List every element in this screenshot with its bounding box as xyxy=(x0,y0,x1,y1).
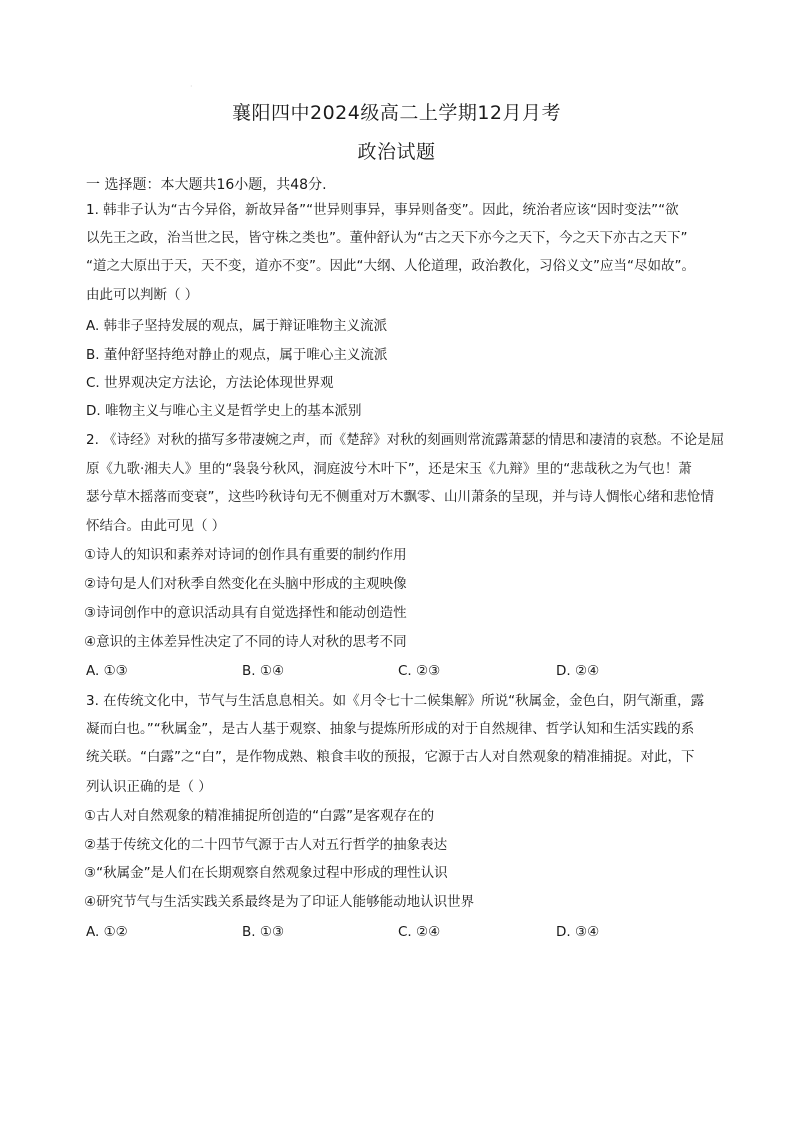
q1-stem-line: 由此可以判断（ ） xyxy=(86,287,199,303)
q2-stem-line: 2. 《诗经》对秋的描写多带凄婉之声，而《楚辞》对秋的刻画则常流露萧瑟的情思和凄清的哀愁。不论是屈 xyxy=(86,432,725,448)
exam-title: 襄阳四中2024级高二上学期12月月考 xyxy=(231,102,562,124)
q2-statement: ③诗词创作中的意识活动具有自觉选择性和能动创造性 xyxy=(84,605,407,621)
q3-stem-line: 列认识正确的是（ ） xyxy=(86,779,212,795)
q1-stem-line: 1. 韩非子认为“古今异俗，新故异备”“世异则事异，事异则备变”。因此，统治者应该“因时变法”“欲 xyxy=(86,202,679,218)
q2-option-b: B. ①④ xyxy=(242,663,285,679)
q1-option-d: D. 唯物主义与唯心主义是哲学史上的基本派别 xyxy=(86,403,362,419)
q3-statement: ③“秋属金”是人们在长期观察自然观象过程中形成的理性认识 xyxy=(84,865,448,881)
q2-stem-line: 原《九歌·湘夫人》里的“袅袅兮秋风，洞庭波兮木叶下”，还是宋玉《九辩》里的“悲哉秋之为气也！萧 xyxy=(86,461,692,477)
q3-option-a: A. ①② xyxy=(86,924,128,940)
q2-option-c: C. ②③ xyxy=(398,663,441,679)
q1-stem-line: “道之大原出于天，天不变，道亦不变”。因此“大纲、人伦道理，政治教化，习俗义文”应当“尽如故”。 xyxy=(86,258,695,274)
q3-stem-line: 凝而白也。”“秋属金”，是古人基于观察、抽象与提炼所形成的对于自然规律、哲学认知和生活实践的系 xyxy=(86,721,695,737)
subject-title: 政治试题 xyxy=(357,141,436,163)
q1-stem-line: 以先王之政，治当世之民，皆守株之类也”。董仲舒认为“古之天下亦今之天下，今之天下亦古之天下” xyxy=(86,230,688,246)
q3-statement: ①古人对自然观象的精准捕捉所创造的“白露”是客观存在的 xyxy=(84,808,435,824)
q1-option-a: A. 韩非子坚持发展的观点，属于辩证唯物主义流派 xyxy=(86,318,388,334)
q2-options xyxy=(86,663,706,683)
q1-option-c: C. 世界观决定方法论，方法论体现世界观 xyxy=(86,375,334,391)
scan-mark: · xyxy=(190,82,193,91)
q3-option-d: D. ③④ xyxy=(556,924,600,940)
q1-option-b: B. 董仲舒坚持绝对静止的观点，属于唯心主义流派 xyxy=(86,347,388,363)
q2-statement: ②诗句是人们对秋季自然变化在头脑中形成的主观映像 xyxy=(84,576,407,592)
q2-statement: ④意识的主体差异性决定了不同的诗人对秋的思考不同 xyxy=(84,634,407,650)
q3-stem-line: 3. 在传统文化中，节气与生活息息相关。如《月令七十二候集解》所说“秋属金，金色白，阴气渐重，露 xyxy=(86,693,705,709)
q2-option-d: D. ②④ xyxy=(556,663,600,679)
q3-statement: ②基于传统文化的二十四节气源于古人对五行哲学的抽象表达 xyxy=(84,837,448,853)
q3-statement: ④研究节气与生活实践关系最终是为了印证人能够能动地认识世界 xyxy=(84,894,475,910)
q2-stem-line: 怀结合。由此可见（ ） xyxy=(86,518,226,534)
q2-option-a: A. ①③ xyxy=(86,663,128,679)
q2-statement: ①诗人的知识和素养对诗词的创作具有重要的制约作用 xyxy=(84,547,407,563)
section-heading: 一 选择题：本大题共16小题，共48分. xyxy=(86,177,327,193)
q3-option-b: B. ①③ xyxy=(242,924,285,940)
q3-stem-line: 统关联。“白露”之“白”，是作物成熟、粮食丰收的预报，它源于古人对自然观象的精准捕捉。对此，下 xyxy=(86,749,695,765)
q3-options xyxy=(86,924,706,944)
q3-option-c: C. ②④ xyxy=(398,924,441,940)
q2-stem-line: 瑟兮草木摇落而变衰”，这些吟秋诗句无不侧重对万木飘零、山川萧条的呈现，并与诗人惆怅心绪和悲怆情 xyxy=(86,489,714,505)
